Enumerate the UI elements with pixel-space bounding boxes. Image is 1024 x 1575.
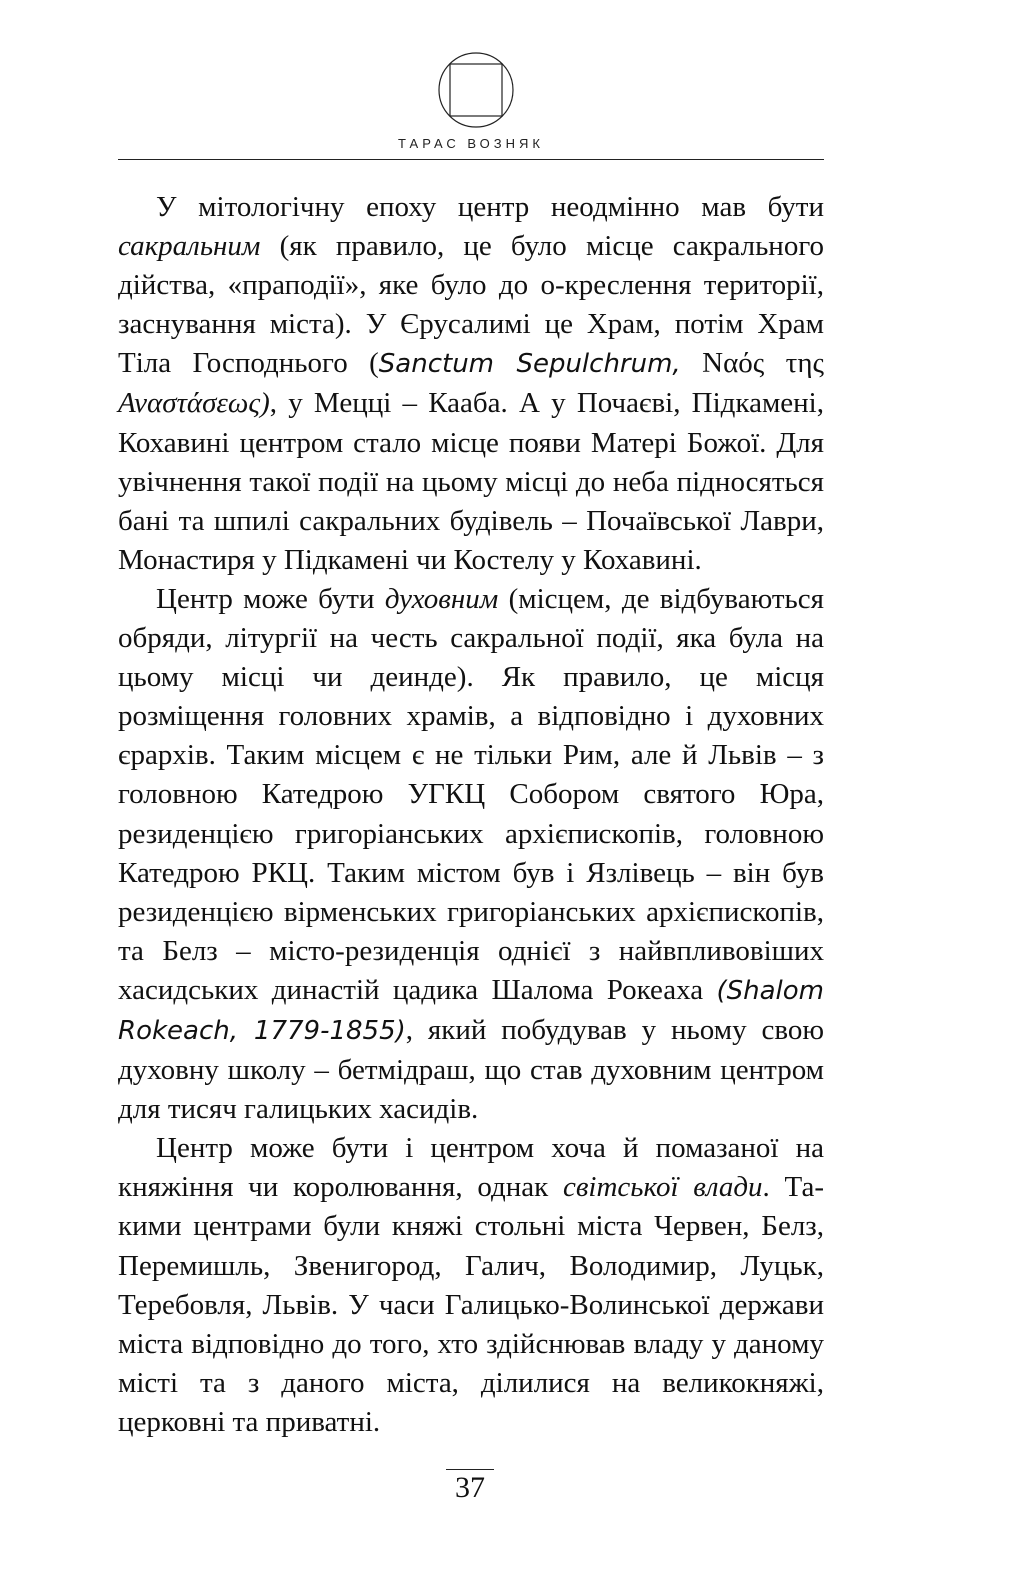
header-rule bbox=[118, 159, 824, 160]
italic-term: духовним bbox=[384, 582, 499, 615]
paragraph-1 bbox=[118, 188, 824, 580]
text-run: У мітологічну епоху центр неодмінно мав бути bbox=[156, 191, 824, 223]
body-text bbox=[118, 188, 824, 1442]
italic-term: сакральним bbox=[118, 230, 261, 263]
latin-term: Sanctum Sepulchrum, bbox=[378, 349, 681, 380]
paragraph-3 bbox=[118, 1129, 824, 1442]
greek-term: Ναός της bbox=[680, 347, 824, 380]
greek-italic-term: Αναστάσεως) bbox=[118, 387, 270, 420]
text-run: , у Мецці – Кааба. А у Почаєві, Підкамені, Кохавині центром стало місце появи Матері Божої. Для увічнення такої події на цьому місці до неба підносяться бані та шпилі сакральних будівель – Почаївської Лаври, Монастиря у Підкамені чи Костелу у Кохавині. bbox=[118, 387, 824, 576]
circle-square-emblem-icon bbox=[436, 50, 516, 130]
text-run: . Такими центрами були княжі стольні міста Червен, Белз, Перемишль, Звенигород, Галич, Володимир, Луцьк, Теребовля, Львів. У часи Галицько-Волинської держави міста відповідно до того, хто здійснював владу у даному місті та з даного міста, ділилися на великокняжі, церковні та приватні. bbox=[118, 1171, 824, 1438]
italic-term: світської влади bbox=[562, 1171, 763, 1204]
running-head: ТАРАС ВОЗНЯК bbox=[398, 136, 544, 151]
text-run: Центр може бути bbox=[156, 582, 385, 615]
text-run: (як правило, це було місце сакрального дійства, «праподії», яке було до о-креслення території, заснування міста). У Єрусалимі це Храм, потім Храм Тіла Господнього ( bbox=[118, 230, 824, 380]
page-number: 37 bbox=[455, 1471, 485, 1504]
text-run: Центр може бути і центром хоча й помазаної на княжіння чи королювання, однак bbox=[118, 1132, 824, 1204]
text-run: (місцем, де відбуваються обряди, літургії на честь сакральної події, яка була на цьому місці чи деинде). Як правило, це місця розміщення головних храмів, а відповідно і духовних єрархів. Таким місцем є не тільки Рим, але й Львів – з головною Катедрою УГКЦ Собором святого Юра, резиденцією григоріанських архієпископів, головною Катедрою РКЦ. Таким містом був і Язлівець – він був резиденцією вірменських григоріанських архієпископів, та Белз – місто-резиденція однієї з найвпливовіших хасидських династій цадика Шалома Рокеаха bbox=[118, 582, 824, 1006]
text-run: , який побудував у ньому свою духовну школу – бетмідраш, що став духовним центром для тисяч галицьких хасидів. bbox=[118, 1013, 824, 1126]
paragraph-2 bbox=[118, 580, 824, 1129]
latin-name: (Shalom Rokeach, 1779-1855) bbox=[118, 975, 824, 1046]
